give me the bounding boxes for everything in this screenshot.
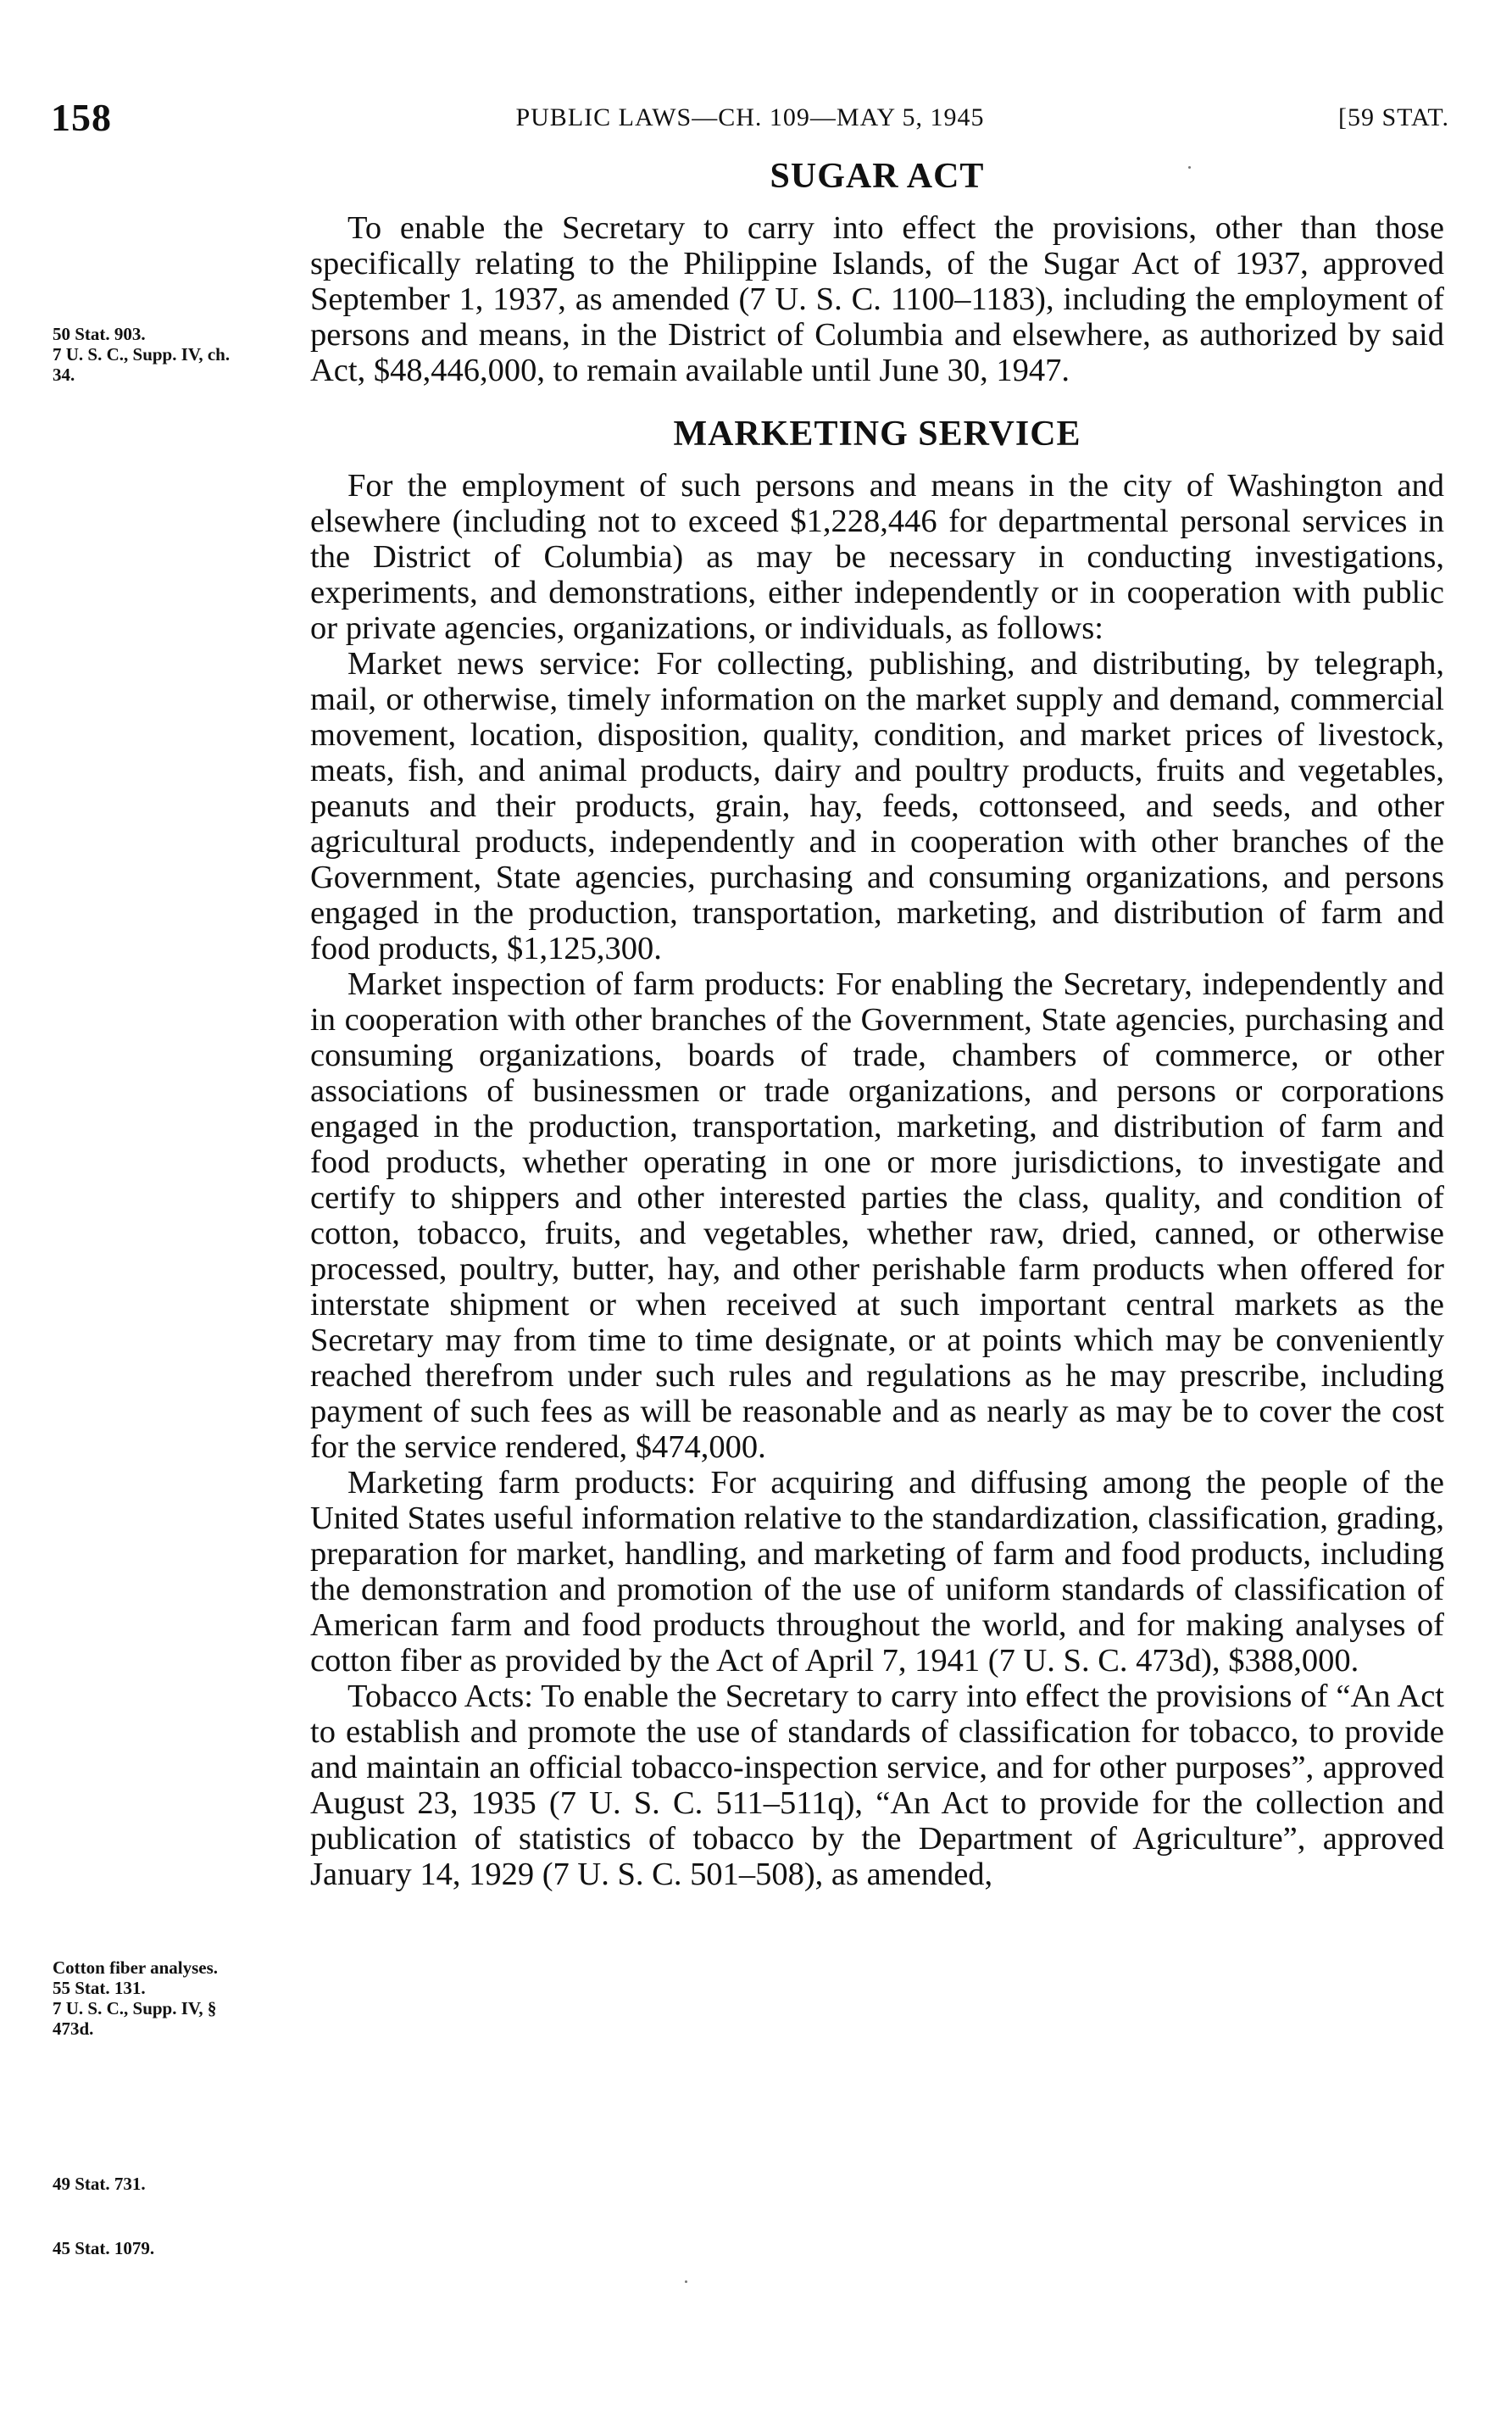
- margin-citation: 55 Stat. 131.: [53, 1978, 146, 1998]
- page-header: [51, 95, 1449, 146]
- section-marketing-service: [310, 410, 1444, 1892]
- section-title: MARKETING SERVICE: [673, 415, 1081, 454]
- paragraph: Marketing farm products: For acquiring and diffusing among the people of the United States useful information relative to the standardization, classification, grading, preparation for market, handling, and marketing of farm and food products, including the demonstration and promotion of the use of uniform standards of classification of American farm and food products throughout the world, and for making analyses of cotton fiber as provided by the Act of April 7, 1941 (7 U. S. C. 473d), $388,000.: [310, 1465, 1444, 1679]
- margin-citation: 49 Stat. 731.: [53, 2174, 146, 2194]
- scan-artifact: [685, 2280, 687, 2283]
- scan-artifact: [1188, 166, 1191, 169]
- margin-citation: 45 Stat. 1079.: [53, 2238, 155, 2258]
- margin-heading: Cotton fiber analyses.: [53, 1957, 219, 1978]
- margin-citation: 50 Stat. 903.: [53, 324, 146, 344]
- margin-citation: 7 U. S. C., Supp. IV, ch. 34.: [53, 344, 231, 385]
- margin-note-tobacco-1: [53, 2174, 241, 2194]
- paragraph: Tobacco Acts: To enable the Secretary to carry into effect the provisions of “An Act to establish and promote the use of standards of classification for tobacco, to provide and maintain an official tobacco-inspection service, and for other purposes”, approved August 23, 1935 (7 U. S. C. 511–511q), “An Act to provide for the collection and publication of statistics of tobacco by the Department of Agriculture”, approved January 14, 1929 (7 U. S. C. 501–508), as amended,: [310, 1679, 1444, 1892]
- paragraph: For the employment of such persons and means in the city of Washington and elsewhere (including not to exceed $1,228,446 for departmental personal services in the District of Columbia) as may be necessary in conducting investigations, experiments, and demonstrations, either independently or in cooperation with public or private agencies, organizations, or individuals, as follows:: [310, 468, 1444, 646]
- margin-note-tobacco-2: [53, 2238, 241, 2258]
- volume-reference: [59 STAT.: [1337, 103, 1449, 131]
- margin-note-cotton: [53, 1957, 241, 2039]
- section-sugar-act: [310, 153, 1444, 388]
- paragraph: To enable the Secretary to carry into effect the provisions, other than those specifically relating to the Philippine Islands, of the Sugar Act of 1937, approved September 1, 1937, as amended (7 U. S. C. 1100–1183), including the employment of persons and means, in the District of Columbia and elsewhere, as authorized by said Act, $48,446,000, to remain available until June 30, 1947.: [310, 210, 1444, 388]
- section-title: SUGAR ACT: [770, 157, 985, 196]
- paragraph: Market inspection of farm products: For enabling the Secretary, independently and in cooperation with other branches of the Government, State agencies, purchasing and consuming organizations, boards of trade, chambers of commerce, or other associations of businessmen or trade organizations, and persons or corporations engaged in the production, transportation, marketing, and distribution of farm and food products, whether operating in one or more jurisdictions, to investigate and certify to shippers and other interested parties the class, quality, and condition of cotton, tobacco, fruits, and vegetables, whether raw, dried, canned, or otherwise processed, poultry, butter, hay, and other perishable farm products when offered for interstate shipment or when received at such important central markets as the Secretary may from time to time designate, or at points which may be conveniently reached therefrom under such rules and regulations as he may prescribe, including payment of such fees as will be reasonable and as nearly as may be to cover the cost for the service rendered, $474,000.: [310, 966, 1444, 1465]
- paragraph: Market news service: For collecting, publishing, and distributing, by telegraph, mail, or otherwise, timely information on the market supply and demand, commercial movement, location, disposition, quality, condition, and market prices of livestock, meats, fish, and animal products, dairy and poultry products, fruits and vegetables, peanuts and their products, grain, hay, feeds, cottonseed, and seeds, and other agricultural products, independently and in cooperation with other branches of the Government, State agencies, purchasing and consuming organizations, and persons engaged in the production, transportation, marketing, and distribution of farm and food products, $1,125,300.: [310, 646, 1444, 966]
- running-head: PUBLIC LAWS—CH. 109—MAY 5, 1945: [515, 103, 985, 131]
- margin-note-sugar: [53, 324, 241, 385]
- margin-citation: 7 U. S. C., Supp. IV, § 473d.: [53, 1998, 217, 2039]
- main-text-column: [310, 153, 1444, 1892]
- page-number: 158: [51, 96, 112, 139]
